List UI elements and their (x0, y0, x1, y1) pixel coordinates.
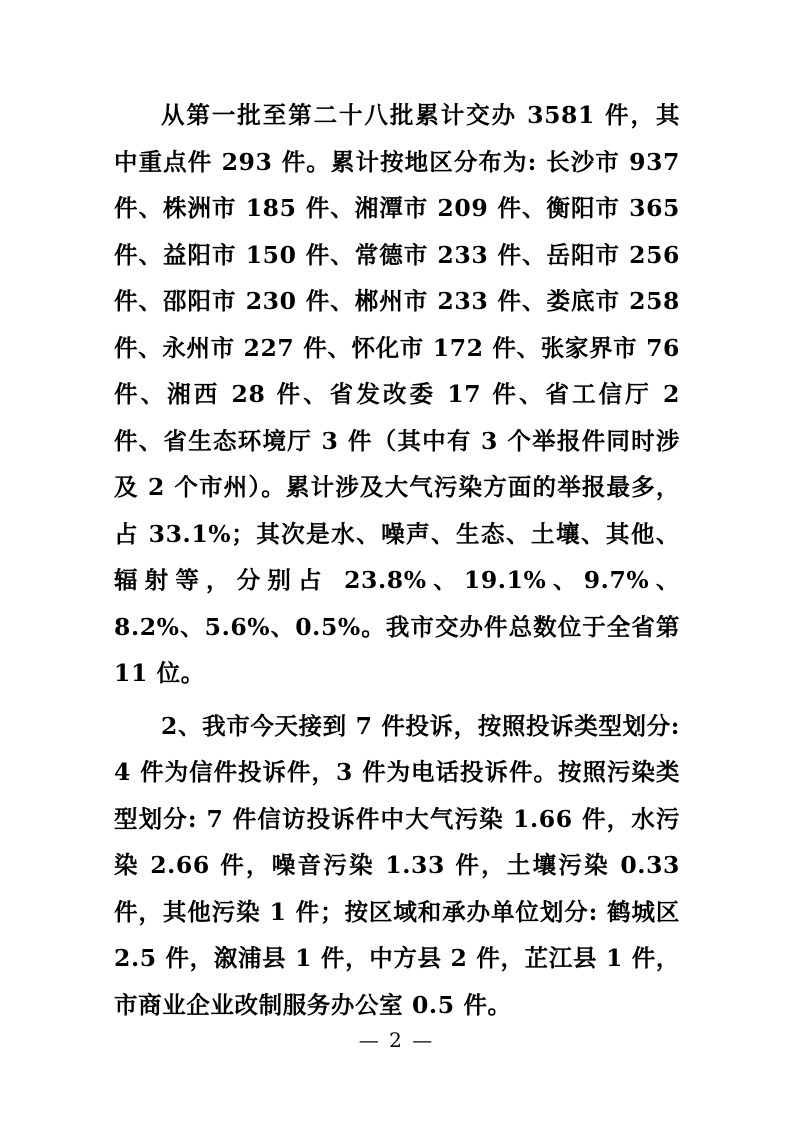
page-number: — 2 — (358, 1028, 435, 1052)
paragraph-1: 从第一批至第二十八批累计交办 3581 件，其中重点件 293 件。累计按地区分布为: 长沙市 937 件、株洲市 185 件、湘潭市 209 件、衡阳市 365 件、益阳市 150 件、常德市 233 件、岳阳市 256 件、邵阳市 230 件、郴州市 233 件、娄底市 258 件、永州市 227 件、怀化市 172 件、张家界市 76 件、湘西 28 件、省发改委 17 件、省工信厅 2 件、省生态环境厅 3 件（其中有 3 个举报件同时涉及 2 个市州）。累计涉及大气污染方面的举报最多，占 33.1%；其次是水、噪声、生态、土壤、其他、辐射等，分别占 23.8%、19.1%、9.7%、8.2%、5.6%、0.5%。我市交办件总数位于全省第 11 位。 (114, 101, 680, 687)
document-body (114, 92, 680, 1032)
paragraph-2: 2、我市今天接到 7 件投诉，按照投诉类型划分: 4 件为信件投诉件，3 件为电话投诉件。按照污染类型划分: 7 件信访投诉件中大气污染 1.66 件，水污染 2.66 件，噪音污染 1.33 件，土壤污染 0.33 件，其他污染 1 件；按区域和承办单位划分: 鹤城区 2.5 件，溆浦县 1 件，中方县 2 件，芷江县 1 件，市商业企业改制服务办公室 0.5 件。 (114, 711, 680, 1019)
